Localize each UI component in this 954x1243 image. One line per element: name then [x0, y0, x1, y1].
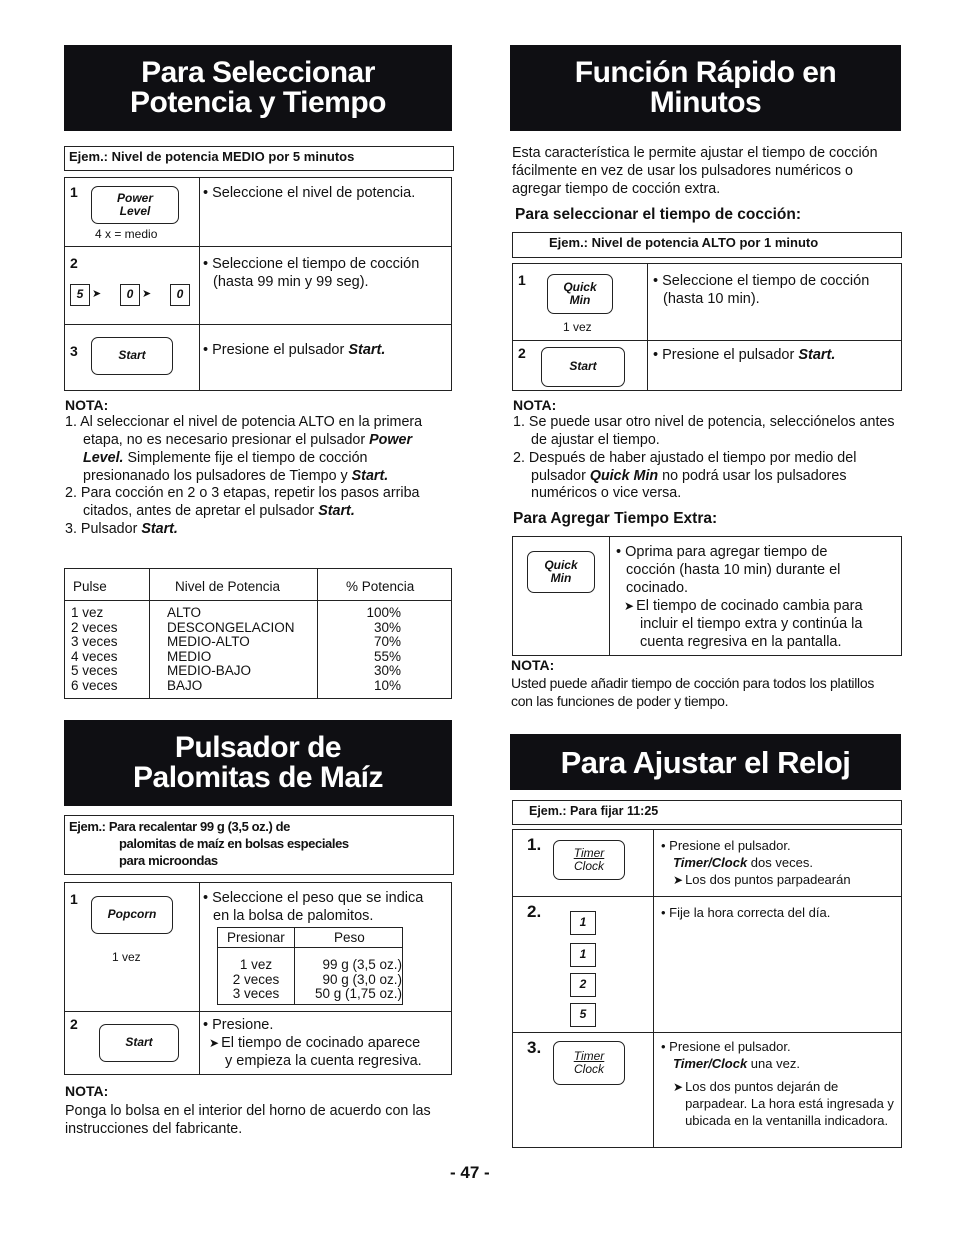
digit-key-0: 0: [170, 284, 190, 306]
table-cell: DESCONGELACION: [167, 619, 295, 635]
note-item: [65, 521, 450, 539]
table-cell: 99 g (3,5 oz.): [322, 957, 402, 972]
power-level-key: [91, 186, 179, 224]
step-number: 1: [70, 891, 78, 907]
step-2: [513, 896, 901, 1032]
note-em: Quick Min: [589, 467, 659, 484]
step-number: 3.: [527, 1038, 542, 1057]
arrow-icon: [673, 1079, 685, 1130]
example-line: para microondas: [119, 853, 218, 869]
table-cell: MEDIO: [167, 648, 212, 664]
text-line: cocción (hasta 10 min) durante el: [626, 562, 841, 578]
note-number: 2.: [513, 449, 525, 466]
intro-text: Esta característica le permite ajustar el tiempo de cocción fácilmente en vez de usar los pulsadores numéricos o agregar tiempo de cocción extra.: [512, 145, 878, 197]
header-porcentaje: % Potencia: [346, 579, 415, 594]
text-part: una vez.: [747, 1055, 800, 1071]
note-text: Después de haber ajustado el tiempo por medio del pulsador: [528, 449, 857, 484]
note-em: Power Level.: [83, 431, 413, 466]
text-line: • Oprima para agregar tiempo de: [616, 544, 828, 560]
note-em: Start.: [351, 467, 389, 484]
start-key: Start: [91, 337, 173, 375]
table-cell: 10%: [373, 677, 401, 693]
key-label: Timer: [573, 845, 605, 860]
step-text: [653, 272, 869, 308]
key-label: Clock: [573, 1062, 604, 1076]
banner-line: Para Seleccionar: [141, 56, 375, 89]
col-nivel: [167, 606, 295, 693]
example-line: palomitas de maíz en bolsas especiales: [119, 836, 349, 852]
banner-line: Función Rápido en: [574, 56, 837, 89]
example-box: Ejem.: Nivel de potencia ALTO por 1 minuto: [512, 232, 902, 258]
step-1: [513, 830, 901, 896]
text-line: • Seleccione el tiempo de cocción: [653, 273, 870, 289]
note-item: [65, 485, 450, 521]
text-line: • Presione el pulsador.: [661, 1039, 897, 1056]
table-cell: 5 veces: [71, 663, 118, 678]
step-number: 1: [70, 184, 78, 200]
text-line: [661, 855, 851, 872]
text-part: • Presione el pulsador: [203, 342, 349, 358]
text-line: ➤ Los dos puntos parpadearán: [661, 872, 851, 889]
header-nivel: Nivel de Potencia: [175, 579, 281, 594]
step-3: [513, 1032, 901, 1148]
step-text: [661, 905, 830, 922]
digit-key-5: 5: [570, 1003, 596, 1027]
subhead-seleccionar: Para seleccionar el tiempo de cocción:: [515, 206, 802, 223]
col-pulse: [71, 606, 118, 693]
note-number: 1.: [513, 414, 525, 430]
step-text: • Seleccione el nivel de potencia.: [203, 185, 416, 201]
step-text: [203, 255, 419, 291]
example-box: Ejem.: Nivel de potencia MEDIO por 5 minutos: [64, 146, 454, 171]
example-box: [64, 815, 454, 875]
table-cell: 50 g (1,75 oz.): [314, 986, 402, 1001]
text-em: Start.: [348, 342, 386, 358]
timer-clock-key: [553, 840, 625, 880]
text-line: • Fije la hora correcta del día.: [661, 905, 830, 922]
subhead-agregar: Para Agregar Tiempo Extra:: [513, 510, 718, 527]
column-divider: [294, 928, 295, 1004]
text-line: incluir el tiempo extra y continúa la: [640, 616, 863, 632]
table-cell: BAJO: [167, 677, 203, 693]
quick-min-key: [547, 274, 613, 314]
nota-label: NOTA:: [65, 397, 109, 413]
banner-line: Palomitas de Maíz: [133, 761, 383, 794]
column-divider: [149, 569, 150, 698]
key-label: Min: [569, 293, 591, 307]
digit-key-5: 5: [70, 284, 90, 306]
step-number: 2: [518, 345, 526, 361]
steps-table-rapido: [512, 263, 902, 391]
key-label: Quick: [544, 557, 578, 572]
table-cell: 55%: [373, 648, 401, 664]
banner-line: Potencia y Tiempo: [129, 86, 387, 119]
table-cell: 1 vez: [239, 957, 273, 972]
digit-key-1: 1: [570, 943, 596, 967]
table-cell: 1 vez: [71, 605, 104, 620]
table-cell: 90 g (3,0 oz.): [322, 971, 402, 987]
nota-label: NOTA:: [513, 397, 557, 413]
timer-clock-key: [553, 1041, 625, 1085]
quick-min-key: [527, 551, 595, 593]
text-line: • Presione el pulsador.: [661, 838, 851, 855]
start-key: Start: [541, 347, 625, 387]
nota-label: NOTA:: [65, 1083, 109, 1099]
header-peso: Peso: [334, 930, 365, 945]
notes-list-rapido: [513, 414, 900, 503]
note-text: Simplemente fije el tiempo de cocción presionanado los pulsadores de Tiempo y: [83, 449, 368, 484]
note-text: Al seleccionar el nivel de potencia ALTO en la primera etapa, no es necesario presionar el pulsador: [80, 414, 423, 448]
text-line: y empieza la cuenta regresiva.: [225, 1053, 422, 1070]
col-presionar: [218, 958, 294, 1002]
table-cell: ALTO: [167, 605, 202, 620]
note-item: [513, 414, 900, 450]
table-cell: 3 veces: [71, 634, 118, 649]
step-number: 3: [70, 343, 78, 359]
col-peso: [298, 958, 402, 1002]
text-line: • Seleccione el peso que se indica: [203, 890, 424, 906]
text-line: [661, 1079, 897, 1130]
table-cell: 100%: [366, 605, 401, 620]
power-level-table: [64, 568, 452, 699]
text-line: ➤ El tiempo de cocinado aparece: [203, 1034, 422, 1052]
note-text: no podrá usar los pulsadores numéricos o vice versa.: [531, 467, 847, 502]
steps-table-reloj: [512, 829, 902, 1148]
digit-key-1: 1: [570, 911, 596, 935]
step-caption: 1 vez: [112, 950, 141, 964]
step-2: [65, 1011, 451, 1075]
step-text: [203, 341, 385, 359]
banner-reloj: [510, 734, 901, 790]
popcorn-weight-table: [217, 927, 403, 1005]
table-cell: 30%: [373, 619, 401, 635]
step-1: [513, 264, 901, 338]
step-1: [65, 178, 451, 244]
text-line: cuenta regresiva en la pantalla.: [640, 634, 842, 650]
arrow-icon: ➤: [92, 288, 102, 300]
step-caption: 1 vez: [563, 320, 592, 334]
table-cell: MEDIO-ALTO: [167, 634, 250, 649]
note-number: 2.: [65, 485, 77, 502]
banner-line: Para Ajustar el Reloj: [560, 744, 851, 780]
text-line: • Seleccione el tiempo de cocción: [203, 256, 420, 272]
text-line: en la bolsa de palomitos.: [213, 908, 374, 925]
note-item: [65, 414, 450, 485]
arrow-icon: ➤: [142, 288, 152, 300]
table-cell: 30%: [373, 663, 401, 678]
key-label: Level: [119, 204, 151, 218]
text-part: dos veces.: [747, 854, 813, 870]
banner-palomitas: [64, 720, 452, 806]
extra-text: [616, 543, 863, 651]
note-text: Pulsador: [80, 521, 142, 538]
text-part: Los dos puntos dejarán de parpadear. La hora está ingresada y ubicada en la ventanilla indicadora.: [685, 1078, 894, 1128]
table-cell: MEDIO-BAJO: [167, 663, 252, 678]
table-cell: 4 veces: [71, 648, 118, 664]
step-number: 2.: [527, 902, 542, 921]
banner-potencia-tiempo: [64, 45, 452, 131]
note-em: Start.: [318, 503, 355, 520]
key-label: Min: [550, 571, 572, 585]
digit-key-2: 2: [570, 973, 596, 997]
steps-table-potencia: [64, 177, 452, 391]
column-divider: [317, 569, 318, 698]
step-text: [661, 838, 851, 889]
step-number: 1.: [527, 835, 542, 854]
nota-text: Usted puede añadir tiempo de cocción para todos los platillos con las funciones de poder y tiempo.: [511, 675, 875, 709]
text-em: Start.: [798, 347, 836, 363]
column-divider: [609, 537, 610, 655]
table-cell: 3 veces: [232, 986, 280, 1001]
notes-list-potencia: [65, 414, 450, 539]
text-line: [661, 1056, 897, 1073]
step-text: [203, 1016, 422, 1070]
page-number: - 47 -: [450, 1163, 490, 1182]
step-3: [65, 324, 451, 390]
table-cell: 2 veces: [71, 619, 118, 635]
text-line: ➤ El tiempo de cocinado cambia para: [616, 597, 863, 615]
step-caption: 4 x = medio: [95, 227, 158, 241]
note-text: Se puede usar otro nivel de potencia, selecciónelos antes de ajustar el tiempo.: [528, 414, 895, 448]
table-cell: 2 veces: [232, 971, 280, 987]
note-item: [513, 450, 900, 504]
text-em: Timer/Clock: [673, 854, 748, 870]
table-cell: 70%: [373, 634, 401, 649]
text-part: • Presione el pulsador: [653, 347, 799, 363]
step-number: 2: [70, 255, 78, 271]
key-label: Power: [116, 190, 153, 205]
example-line: Ejem.: Para recalentar 99 g (3,5 oz.) de: [69, 819, 290, 834]
steps-table-palomitas: [64, 882, 452, 1075]
key-label: Quick: [563, 279, 597, 294]
extra-time-box: [512, 536, 902, 656]
key-label: Clock: [573, 859, 604, 873]
note-em: Start.: [141, 521, 178, 538]
text-line: (hasta 10 min).: [663, 291, 760, 308]
header-pulse: Pulse: [73, 579, 107, 594]
header-presionar: Presionar: [227, 930, 285, 945]
nota-text: Ponga lo bolsa en el interior del horno de acuerdo con las instrucciones del fabricante.: [65, 1103, 431, 1137]
step-number: 2: [70, 1016, 78, 1032]
start-key: Start: [99, 1024, 179, 1062]
note-number: 1.: [65, 414, 77, 430]
note-number: 3.: [65, 521, 77, 538]
text-em: Timer/Clock: [673, 1055, 748, 1071]
nota-label: NOTA:: [511, 657, 555, 673]
col-porcentaje: [363, 606, 401, 693]
banner-line: Pulsador de: [174, 731, 342, 764]
step-text: [203, 889, 423, 925]
text-line: cocinado.: [626, 580, 689, 596]
step-number: 1: [518, 272, 526, 288]
table-cell: 6 veces: [71, 677, 118, 693]
step-text: [661, 1039, 897, 1129]
step-1: [65, 883, 451, 1009]
note-text: Para cocción en 2 o 3 etapas, repetir los pasos arriba citados, antes de apretar el pulsador: [80, 485, 420, 520]
digit-key-0: 0: [120, 284, 140, 306]
key-label: Timer: [573, 1048, 605, 1063]
step-text: [653, 346, 835, 364]
popcorn-key: Popcorn: [91, 896, 173, 934]
example-box: Ejem.: Para fijar 11:25: [512, 800, 902, 825]
banner-rapido-minutos: [510, 45, 901, 131]
text-line: • Presione.: [203, 1017, 274, 1033]
step-2: [65, 246, 451, 324]
text-line: (hasta 99 min y 99 seg).: [213, 274, 369, 291]
step-2: [513, 340, 901, 392]
banner-line: Minutos: [649, 86, 762, 119]
